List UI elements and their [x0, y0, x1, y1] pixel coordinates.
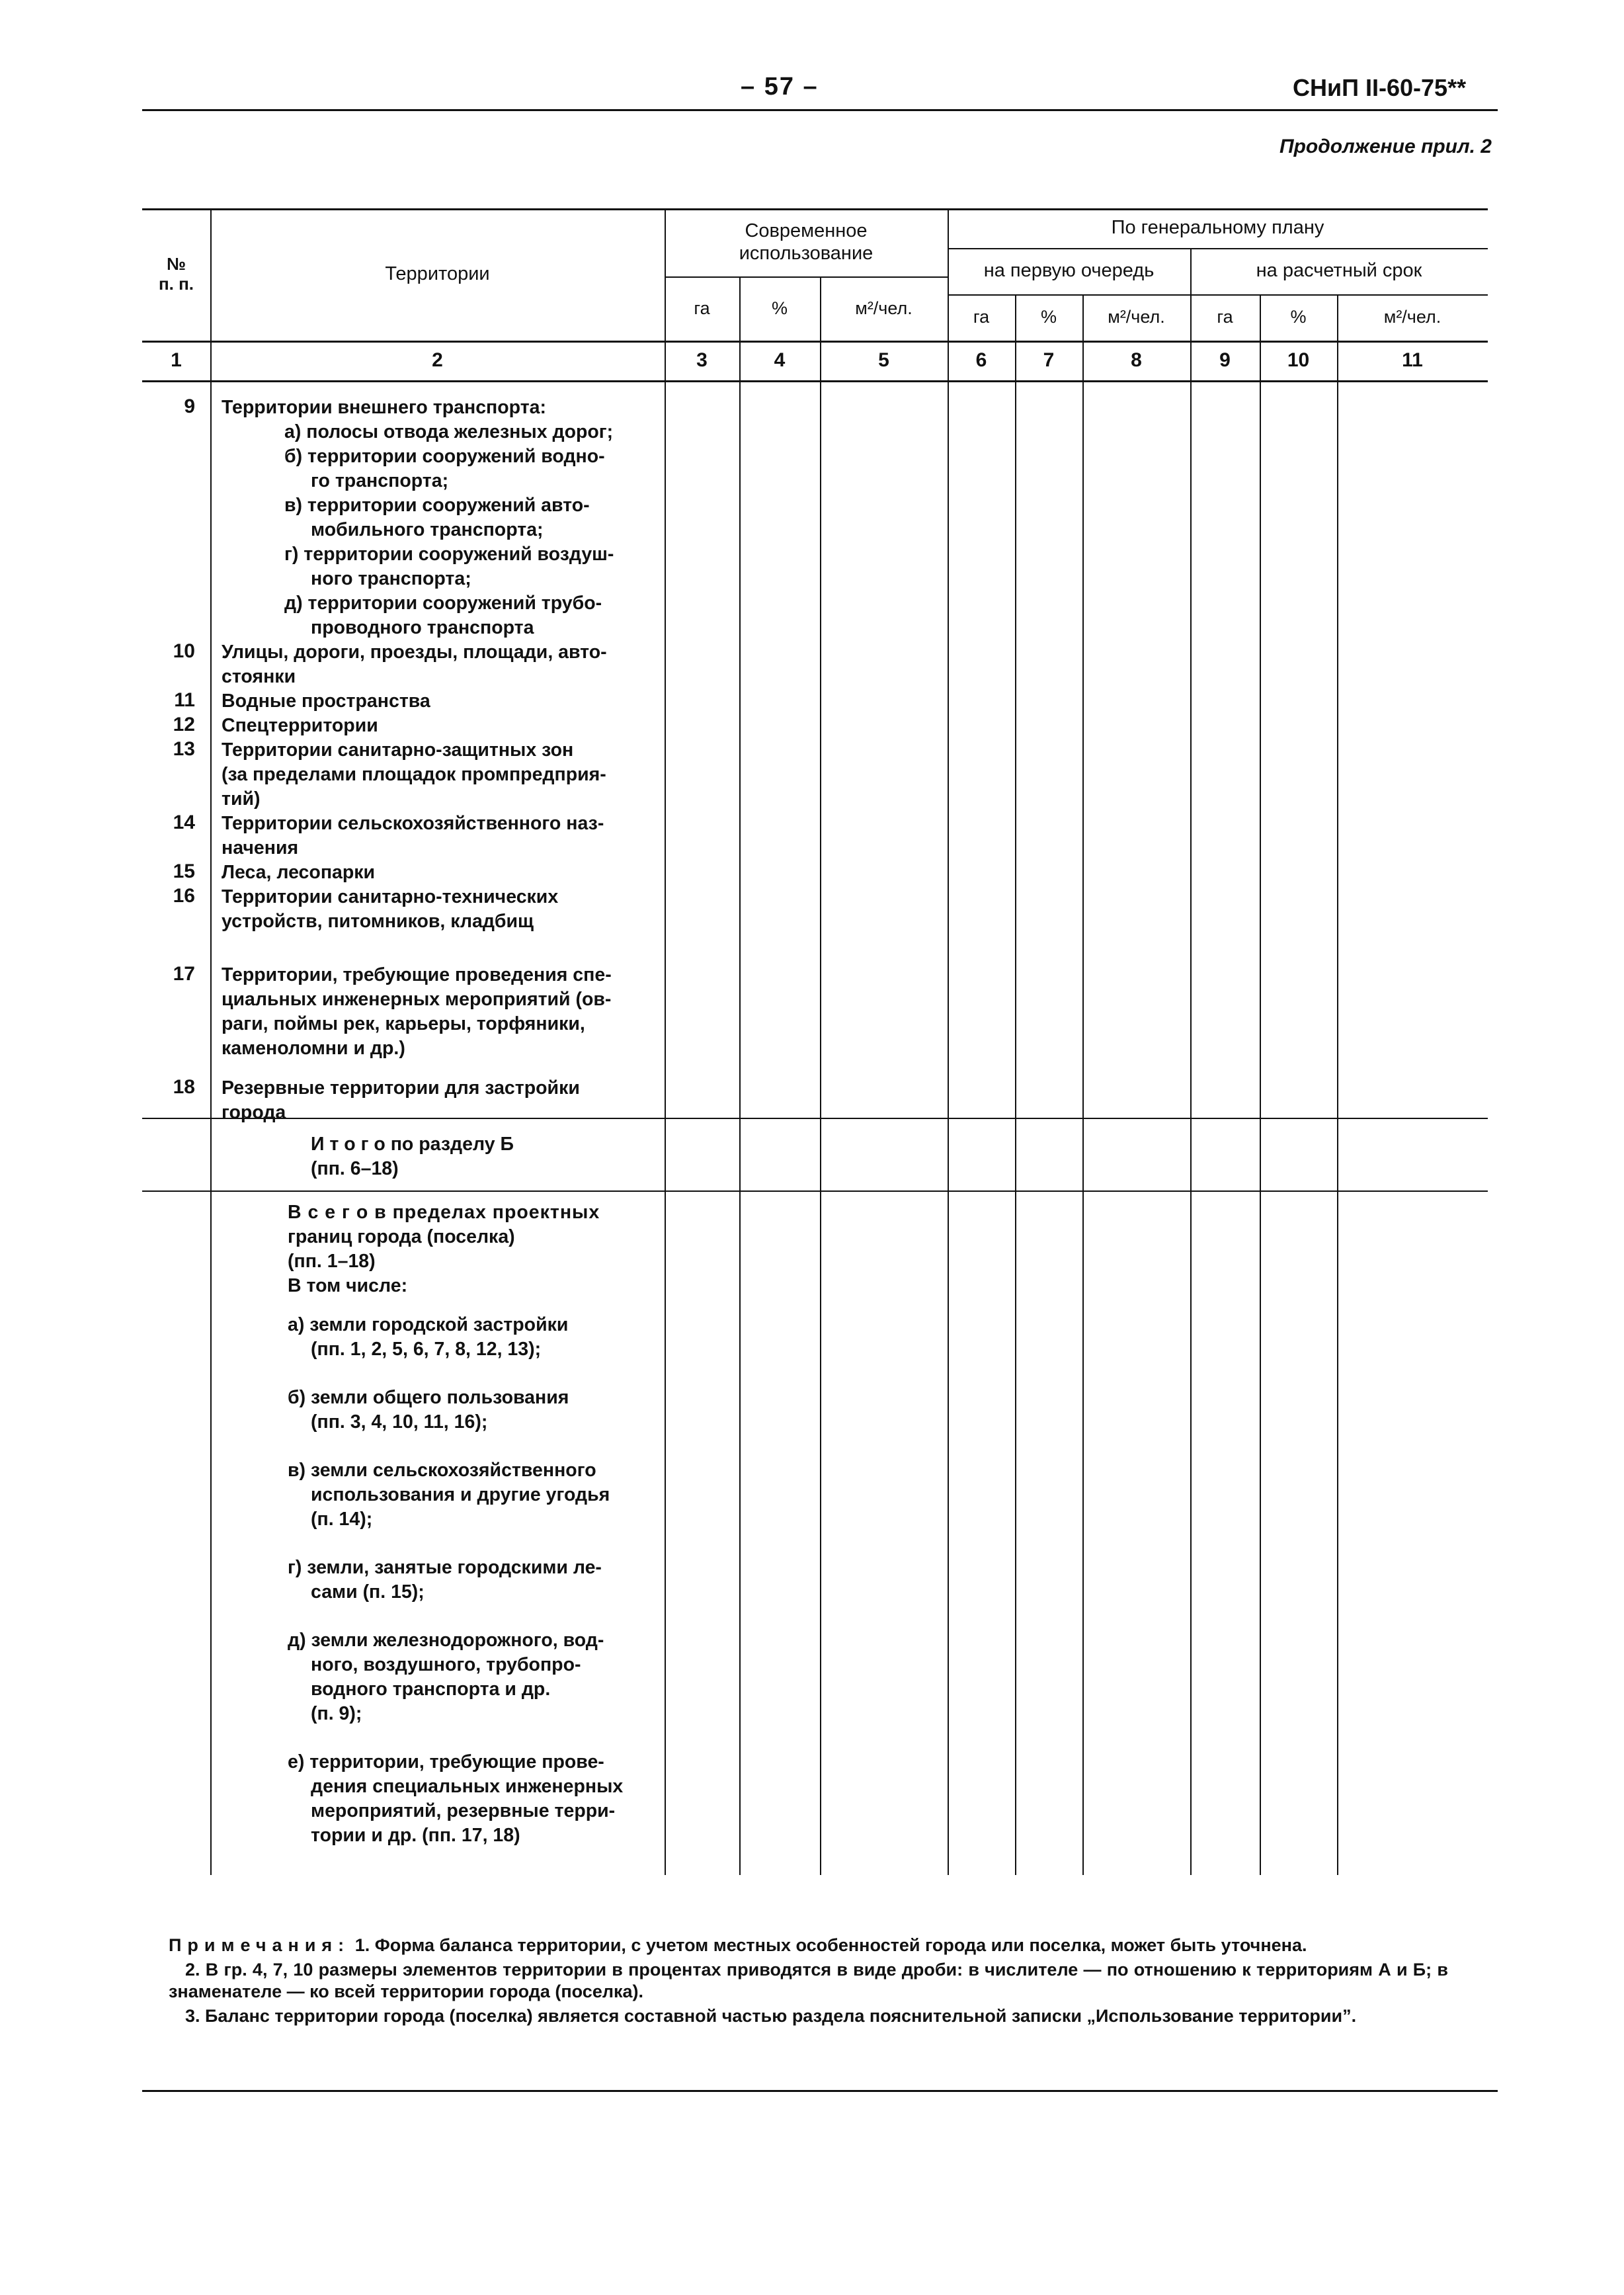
head-unit-m2-8: м²/чел.: [1383, 307, 1441, 327]
grand-item-0-0: а) земли городской застройки: [288, 1314, 569, 1335]
total-b-line-1: (пп. 6–18): [311, 1158, 399, 1179]
row-sub-9-7: д) территории сооружений трубо-: [284, 593, 602, 614]
row-number-17: 17: [173, 963, 195, 985]
row-number-13: 13: [173, 738, 195, 760]
col-rule-6: [1015, 294, 1016, 1875]
head-unit-pct-1: %: [771, 298, 788, 318]
grand-item-5-3: тории и др. (пп. 17, 18): [311, 1825, 520, 1846]
head-unit-m2-2: м²/чел.: [855, 298, 913, 318]
row-number-9: 9: [184, 396, 195, 417]
col-rule-5: [948, 208, 949, 1875]
row-text-17: циальных инженерных мероприятий (ов-: [222, 989, 612, 1011]
colnum-bottom-rule: [142, 380, 1488, 382]
grand-item-5-1: дения специальных инженерных: [311, 1776, 624, 1797]
row-text-14: Территории сельскохозяйственного наз-: [222, 813, 604, 834]
grand-item-2-1: использования и другие угодья: [311, 1484, 610, 1505]
row-number-12: 12: [173, 714, 195, 735]
row-text-11: Водные пространства: [222, 690, 430, 712]
grand-item-5-0: е) территории, требующие прове-: [288, 1751, 604, 1773]
column-number-9: 9: [1219, 349, 1231, 371]
column-number-5: 5: [878, 349, 889, 371]
row-sub-9-2: го транспорта;: [311, 470, 449, 491]
row-number-10: 10: [173, 640, 195, 662]
grand-total-line-1: границ города (поселка): [288, 1226, 515, 1247]
column-number-7: 7: [1043, 349, 1055, 371]
row-number-11: 11: [174, 689, 195, 711]
col-rule-7: [1082, 294, 1084, 1875]
footer-rule: [142, 2090, 1498, 2092]
head-first-stage: на первую очередь: [983, 260, 1155, 282]
row-text-10: стоянки: [222, 666, 296, 687]
col-rule-2: [665, 208, 666, 1875]
head-unit-ha-3: га: [973, 307, 990, 327]
page-number: – 57 –: [741, 73, 819, 101]
head-territory-col: Территории: [385, 263, 490, 285]
row-number-18: 18: [173, 1075, 195, 1098]
row-sub-9-8: проводного транспорта: [311, 617, 534, 638]
grand-item-3-0: г) земли, занятые городскими ле-: [288, 1557, 602, 1578]
grand-total-line-3: В том числе:: [288, 1275, 408, 1296]
row-number-15: 15: [173, 860, 195, 882]
col-rule-3: [739, 276, 741, 1875]
grand-item-5-2: мероприятий, резервные терри-: [311, 1800, 616, 1821]
head-current-use: Современное использование: [739, 220, 873, 264]
row-sub-9-4: мобильного транспорта;: [311, 519, 544, 540]
note-3: 3. Баланс территории города (поселка) является составной частью раздела пояснительной записки „Использование территории”.: [185, 2006, 1357, 2026]
row-number-14: 14: [173, 812, 195, 833]
row-text-13: Территории санитарно-защитных зон: [222, 739, 574, 761]
notes-block: [169, 1935, 1448, 2030]
head-unit-ha-6: га: [1217, 307, 1233, 327]
grand-item-1-1: (пп. 3, 4, 10, 11, 16);: [311, 1411, 488, 1433]
col-rule-1: [210, 208, 212, 1875]
head-calc-term: на расчетный срок: [1256, 260, 1422, 282]
document-code: СНиП II-60-75**: [1293, 74, 1467, 101]
grand-item-3-1: сами (п. 15);: [311, 1581, 425, 1603]
row-number-16: 16: [173, 885, 195, 907]
column-number-6: 6: [975, 349, 987, 371]
grand-item-4-0: д) земли железнодорожного, вод-: [288, 1630, 604, 1651]
total-bottom-rule: [142, 1190, 1488, 1192]
row-text-13: (за пределами площадок промпредприя-: [222, 764, 606, 785]
row-text-14: начения: [222, 837, 299, 858]
note-1: Примечания: 1. Форма баланса территории, с учетом местных особенностей города или поселка, может быть уточнена.: [169, 1935, 1307, 1955]
row-text-17: раги, поймы рек, карьеры, торфяники,: [222, 1013, 585, 1035]
column-number-3: 3: [696, 349, 708, 371]
continuation-label: Продолжение прил. 2: [1279, 136, 1492, 157]
row-sub-9-6: ного транспорта;: [311, 568, 471, 589]
row-text-13: тий): [222, 788, 261, 810]
row-text-17: Территории, требующие проведения спе-: [222, 964, 612, 986]
column-number-10: 10: [1287, 349, 1310, 371]
grand-item-4-2: водного транспорта и др.: [311, 1679, 551, 1700]
row-sub-9-5: г) территории сооружений воздуш-: [284, 544, 614, 565]
grand-item-2-2: (п. 14);: [311, 1509, 373, 1530]
row-text-10: Улицы, дороги, проезды, площади, авто-: [222, 642, 607, 663]
column-number-4: 4: [774, 349, 786, 371]
grand-item-2-0: в) земли сельскохозяйственного: [288, 1460, 596, 1481]
column-number-8: 8: [1131, 349, 1142, 371]
head-unit-pct-7: %: [1290, 307, 1307, 327]
row-text-12: Спецтерритории: [222, 715, 378, 736]
note-2: 2. В гр. 4, 7, 10 размеры элементов территории в процентах приводятся в виде дроби: в числителе — по отношению к территориям А и Б; в знаменателе — ко всей территории города (поселка).: [169, 1960, 1448, 2001]
row-text-9: Территории внешнего транспорта:: [222, 397, 546, 418]
head-general-plan: По генеральному плану: [1111, 217, 1324, 239]
column-number-2: 2: [432, 349, 443, 371]
row-text-16: Территории санитарно-технических: [222, 886, 559, 907]
head-unit-pct-4: %: [1040, 307, 1057, 327]
total-b-line-0: И т о г о по разделу Б: [311, 1134, 514, 1155]
head-unit-ha-0: га: [694, 298, 710, 318]
header-rule: [142, 109, 1498, 111]
col-rule-8: [1190, 248, 1192, 1875]
head-num-col: № п. п.: [158, 254, 194, 294]
row-text-15: Леса, лесопарки: [222, 862, 376, 883]
column-number-1: 1: [171, 349, 182, 371]
grand-total-line-2: (пп. 1–18): [288, 1251, 376, 1272]
col-rule-10: [1337, 294, 1338, 1875]
column-number-11: 11: [1402, 349, 1423, 371]
col-rule-4: [820, 276, 821, 1875]
row-sub-9-0: а) полосы отвода железных дорог;: [284, 421, 614, 442]
grand-item-4-1: ного, воздушного, трубопро-: [311, 1654, 581, 1675]
notes-label: Примечания:: [169, 1935, 350, 1955]
col-rule-9: [1260, 294, 1261, 1875]
head-unit-m2-5: м²/чел.: [1108, 307, 1165, 327]
row-text-16: устройств, питомников, кладбищ: [222, 911, 534, 932]
row-sub-9-1: б) территории сооружений водно-: [284, 446, 605, 467]
row-text-18: города: [222, 1101, 286, 1123]
row-text-18: Резервные территории для застройки: [222, 1077, 580, 1099]
grand-item-4-3: (п. 9);: [311, 1703, 362, 1724]
row-text-17: каменоломни и др.): [222, 1038, 405, 1060]
row-sub-9-3: в) территории сооружений авто-: [284, 495, 590, 516]
grand-total-line-0: В с е г о в пределах проектных: [288, 1202, 600, 1223]
grand-item-0-1: (пп. 1, 2, 5, 6, 7, 8, 12, 13);: [311, 1339, 542, 1360]
grand-item-1-0: б) земли общего пользования: [288, 1387, 569, 1408]
